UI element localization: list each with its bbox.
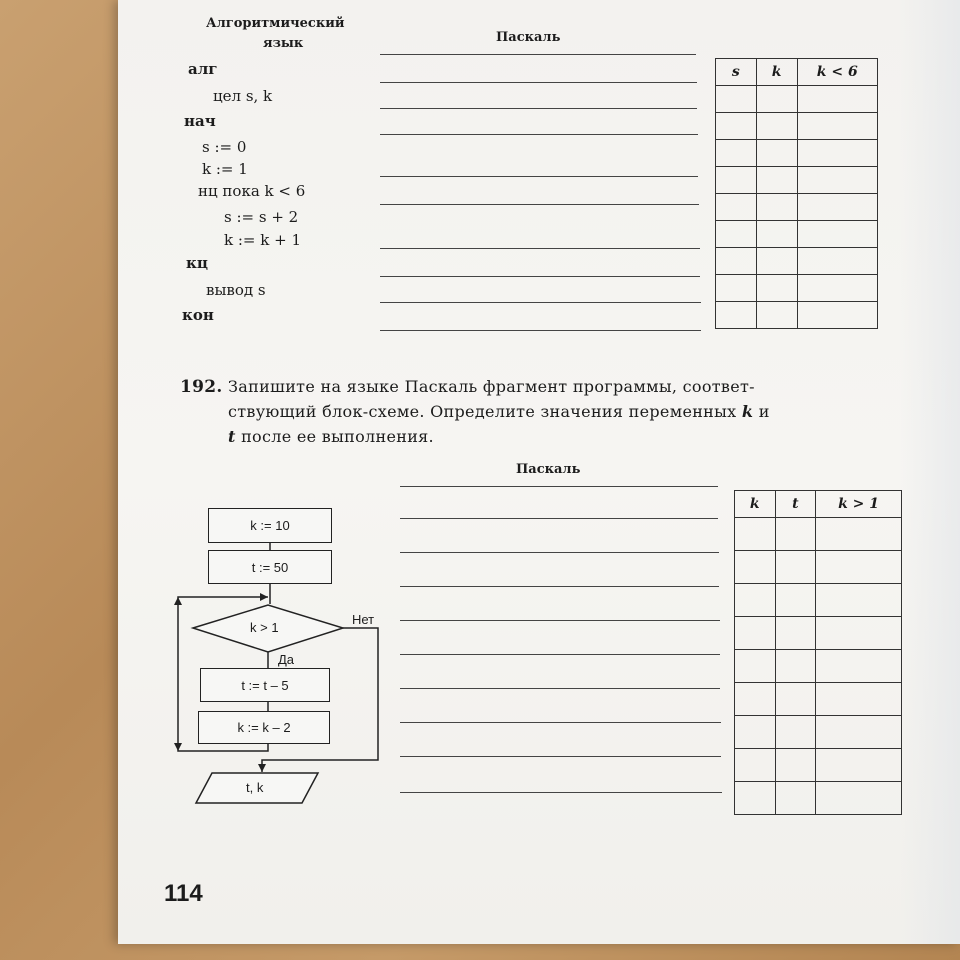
header-pascal-top: Паскаль — [496, 30, 561, 45]
header-pascal-bottom: Паскаль — [516, 462, 581, 477]
flowchart-label-no: Нет — [352, 612, 375, 627]
task-text-line3-main: после ее выполнения. — [241, 427, 434, 446]
flowchart-connectors — [118, 0, 960, 944]
trace-table-header: k > 1 — [816, 491, 902, 518]
code-line: нач — [184, 112, 216, 130]
task-var-t: t — [228, 427, 236, 446]
task-text-line2-main: ствующий блок-схеме. Определите значения переменных — [228, 402, 737, 421]
flowchart-label-yes: Да — [278, 652, 295, 667]
code-line: s := 0 — [202, 138, 247, 156]
flowchart-block-k-update: k := k – 2 — [198, 711, 330, 744]
code-line: цел s, k — [213, 87, 273, 105]
code-line: нц пока k < 6 — [198, 182, 306, 200]
flowchart-block-t-update: t := t – 5 — [200, 668, 330, 702]
task-number: 192. — [180, 377, 223, 397]
trace-table-header: k — [735, 491, 776, 518]
task-var-k: k — [741, 402, 754, 421]
code-line: вывод s — [206, 281, 266, 299]
header-algorithmic-language-line2: язык — [263, 36, 304, 51]
code-line: кон — [182, 306, 214, 324]
flowchart-output-label: t, k — [246, 780, 264, 795]
flowchart-condition-label: k > 1 — [250, 620, 279, 635]
code-line: s := s + 2 — [224, 208, 299, 226]
trace-table-header: k < 6 — [797, 59, 877, 86]
task-text-and: и — [758, 402, 770, 421]
workbook-page — [118, 0, 960, 944]
trace-table-header: k — [756, 59, 797, 86]
code-line: k := 1 — [202, 160, 248, 178]
page-number: 114 — [164, 880, 203, 907]
code-line: алг — [188, 60, 218, 78]
trace-table-header: s — [716, 59, 757, 86]
code-line: k := k + 1 — [224, 231, 301, 249]
header-algorithmic-language-line1: Алгоритмический — [206, 16, 345, 31]
task-text-line1: Запишите на языке Паскаль фрагмент программы, соответ- — [228, 377, 755, 396]
flowchart-block-k-init: k := 10 — [208, 508, 332, 543]
trace-table-header: t — [775, 491, 816, 518]
flowchart-block-t-init: t := 50 — [208, 550, 332, 584]
code-line: кц — [186, 254, 208, 272]
